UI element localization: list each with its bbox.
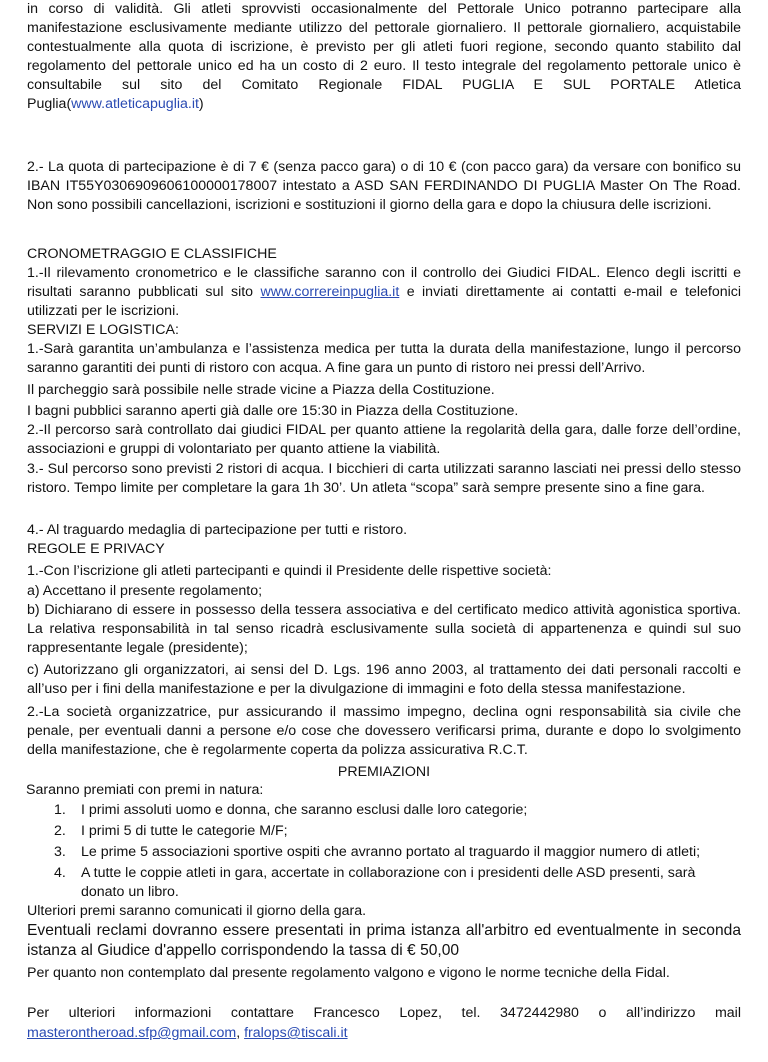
quota-paragraph: 2.- La quota di partecipazione è di 7 € (senza pacco gara) o di 10 € (con pacco gara) da versare con bonifico su IBAN IT55Y0306909606100000178007 intestato a ASD SAN FERDINANDO DI PUGLIA Master On The Road. Non sono possibili cancellazioni, iscrizioni e sostituzioni il giorno della gara e dopo la chiusura delle iscrizioni.	[27, 159, 741, 213]
crono-text: 1.-Il rilevamento cronometrico e le classifiche saranno con il controllo dei Giudici FIDAL. Elenco degli iscritti e risultati saranno pubblicati sul sito	[27, 265, 741, 300]
regole-p4: c) Autorizzano gli organizzatori, ai sensi del D. Lgs. 196 anno 2003, al trattamento dei dati personali raccolti e all’uso per i fini della manifestazione e per la divulgazione di immagini e foto della stessa manifestazione.	[27, 662, 741, 697]
list-item-text: Le prime 5 associazioni sportive ospiti che avranno portato al traguardo il maggior numero di atleti;	[81, 844, 701, 860]
premiazioni-ulteriori: Ulteriori premi saranno comunicati il giorno della gara.	[27, 903, 367, 919]
intro-close-paren: )	[198, 96, 204, 112]
list-item	[27, 822, 741, 841]
intro-text: in corso di validità. Gli atleti sprovvisti occasionalmente del Pettorale Unico potranno partecipare alla manifestazione esclusivamente mediante utilizzo del pettorale giornaliero. Il pettorale giornaliero, acquistabile contestualmente alla quota di iscrizione, è previsto per gli atleti fuori regione, secondo quanto stabilito dal regolamento del pettorale unico ed ha un costo di 2 euro. Il testo integrale del regolamento pettorale unico è consultabile sul sito del Comitato Regionale FIDAL PUGLIA E SUL PORTALE Atletica Puglia(	[27, 1, 741, 112]
list-item-text: I primi assoluti uomo e donna, che saranno esclusi dalle loro categorie;	[81, 802, 528, 818]
contatti-word: contattare	[230, 1005, 294, 1021]
norme-paragraph: Per quanto non contemplato dal presente regolamento valgono e vigono le norme tecniche della Fidal.	[27, 965, 670, 981]
contatti-word: informazioni	[134, 1005, 212, 1021]
crono-paragraph	[27, 264, 741, 321]
list-item-number: 3.	[54, 844, 66, 860]
correreinpuglia-link[interactable]: www.correreinpuglia.it	[260, 284, 400, 300]
premiazioni-list	[27, 801, 741, 902]
regole-p1: 1.-Con l’iscrizione gli atleti partecipanti e quindi il Presidente delle rispettive società:	[27, 563, 552, 579]
servizi-p1: 1.-Sarà garantita un’ambulanza e l’assistenza medica per tutta la durata della manifestazione, lungo il percorso saranno garantiti dei punti di ristoro con acqua. A fine gara un punto di ristoro nei pressi dell’Arrivo.	[27, 341, 741, 376]
servizi-p4: 2.-Il percorso sarà controllato dai giudici FIDAL per quanto attiene la regolarità della gara, dalle forze dell’ordine, associazioni e gruppi di volontariato per quanto attiene la viabilità.	[27, 422, 741, 457]
list-item	[27, 801, 741, 820]
regole-p5: 2.-La società organizzatrice, pur assicurando il massimo impegno, declina ogni responsabilità sia civile che penale, per eventuali danni a persone e/o cose che dovessero verificarsi prima, durante e dopo lo svolgimento della manifestazione, che è regolarmente coperta da polizza assicurativa R.C.T.	[27, 704, 741, 758]
contatti-line	[27, 1004, 741, 1023]
premiazioni-intro: Saranno premiati con premi in natura:	[26, 782, 264, 798]
regole-heading: REGOLE E PRIVACY	[27, 541, 165, 557]
crono-heading: CRONOMETRAGGIO E CLASSIFICHE	[27, 246, 277, 262]
contatti-word: Per	[27, 1005, 50, 1021]
list-item-number: 1.	[54, 802, 66, 818]
crono-text-after: e inviati direttamente ai contatti e-mail e telefonici utilizzati per le iscrizioni.	[27, 284, 742, 319]
contatti-word: tel.	[461, 1005, 481, 1021]
intro-paragraph	[27, 0, 741, 114]
list-item	[27, 864, 741, 902]
premiazioni-heading: PREMIAZIONI	[337, 764, 431, 780]
list-item-number: 2.	[54, 823, 66, 839]
reclami-paragraph: Eventuali reclami dovranno essere presentati in prima istanza all'arbitro ed eventualmente in seconda istanza al Giudice d'appello corrispondendo la tassa di € 50,00	[27, 922, 741, 959]
list-item-text: A tutte le coppie atleti in gara, accertate in collaborazione con i presidenti delle ASD presenti, sarà donato un libro.	[81, 865, 696, 900]
contatti-emails	[27, 1024, 348, 1043]
servizi-p6: 4.- Al traguardo medaglia di partecipazione per tutti e ristoro.	[27, 522, 408, 538]
list-item	[27, 843, 741, 862]
email-separator: ,	[236, 1025, 245, 1041]
servizi-p3: I bagni pubblici saranno aperti già dalle ore 15:30 in Piazza della Costituzione.	[27, 403, 519, 419]
contatti-word: Francesco	[313, 1005, 380, 1021]
contatti-phone: 3472442980	[500, 1005, 579, 1021]
contatti-word: Lopez,	[399, 1005, 442, 1021]
servizi-heading: SERVIZI E LOGISTICA:	[27, 322, 179, 338]
contatti-word: ulteriori	[68, 1005, 116, 1021]
servizi-p2: Il parcheggio sarà possibile nelle strade vicine a Piazza della Costituzione.	[27, 382, 495, 398]
contatti-word: all’indirizzo	[626, 1005, 696, 1021]
atleticapuglia-link[interactable]: www.atleticapuglia.it	[71, 96, 199, 112]
servizi-p5: 3.- Sul percorso sono previsti 2 ristori di acqua. I bicchieri di carta utilizzati saranno lasciati nei pressi dello stesso ristoro. Tempo limite per completare la gara 1h 30’. Un atleta “scopa” sarà sempre presente sino a fine gara.	[27, 461, 741, 496]
list-item-number: 4.	[54, 865, 66, 881]
regole-p2: a) Accettano il presente regolamento;	[27, 583, 263, 599]
email-link-fralops[interactable]: fralops@tiscali.it	[244, 1025, 348, 1041]
list-item-text: I primi 5 di tutte le categorie M/F;	[81, 823, 288, 839]
contatti-word: mail	[714, 1005, 741, 1021]
regole-p3: b) Dichiarano di essere in possesso della tessera associativa e del certificato medico attività agonistica sportiva. La relativa responsabilità in tal senso ricadrà esclusivamente sulla società di appartenenza e quindi sul suo rappresentante legale (presidente);	[27, 602, 741, 656]
contatti-word: o	[598, 1005, 607, 1021]
email-link-masterontheroad[interactable]: masterontheroad.sfp@gmail.com	[27, 1025, 237, 1041]
